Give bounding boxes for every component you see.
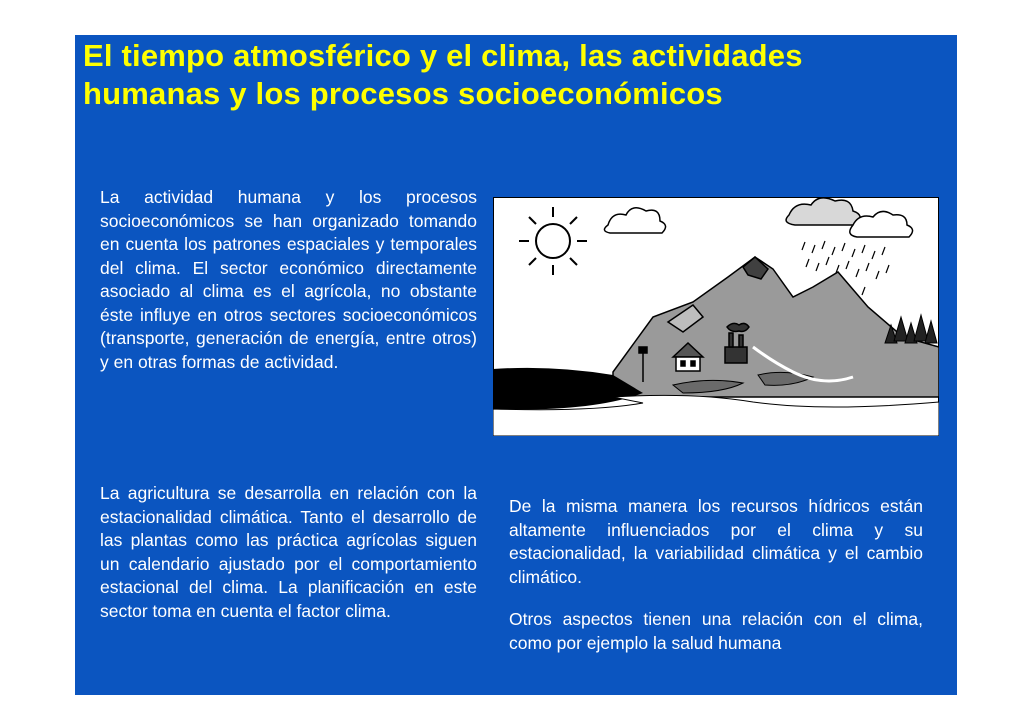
paragraph-water-resources: De la misma manera los recursos hídricos están altamente influenciados por el clima y su estacionalidad, la variabilidad climática y el cambio climático. bbox=[509, 496, 923, 587]
slide bbox=[75, 35, 957, 695]
paragraph-agriculture: La agricultura se desarrolla en relación con la estacionalidad climática. Tanto el desarrollo de las plantas como las práctica agrícolas siguen un calendario ajustado por el comportamiento estacional del clima. La planificación en este sector toma en cuenta el factor clima. bbox=[100, 483, 477, 621]
paragraph-human-activity: La actividad humana y los procesos socioeconómicos se han organizado tomando en cuenta los patrones espaciales y temporales del clima. El sector económico directamente asociado al clima es el agrícola, no obstante éste influye en otros sectores socioeconómicos (transporte, generación de energía, entre otros) y en otras formas de actividad. bbox=[100, 187, 477, 372]
water-cycle-illustration bbox=[493, 197, 939, 436]
paragraph-human-health: Otros aspectos tienen una relación con el clima, como por ejemplo la salud humana bbox=[509, 609, 923, 653]
slide-title: El tiempo atmosférico y el clima, las actividades humanas y los procesos socioeconómicos bbox=[83, 38, 803, 111]
